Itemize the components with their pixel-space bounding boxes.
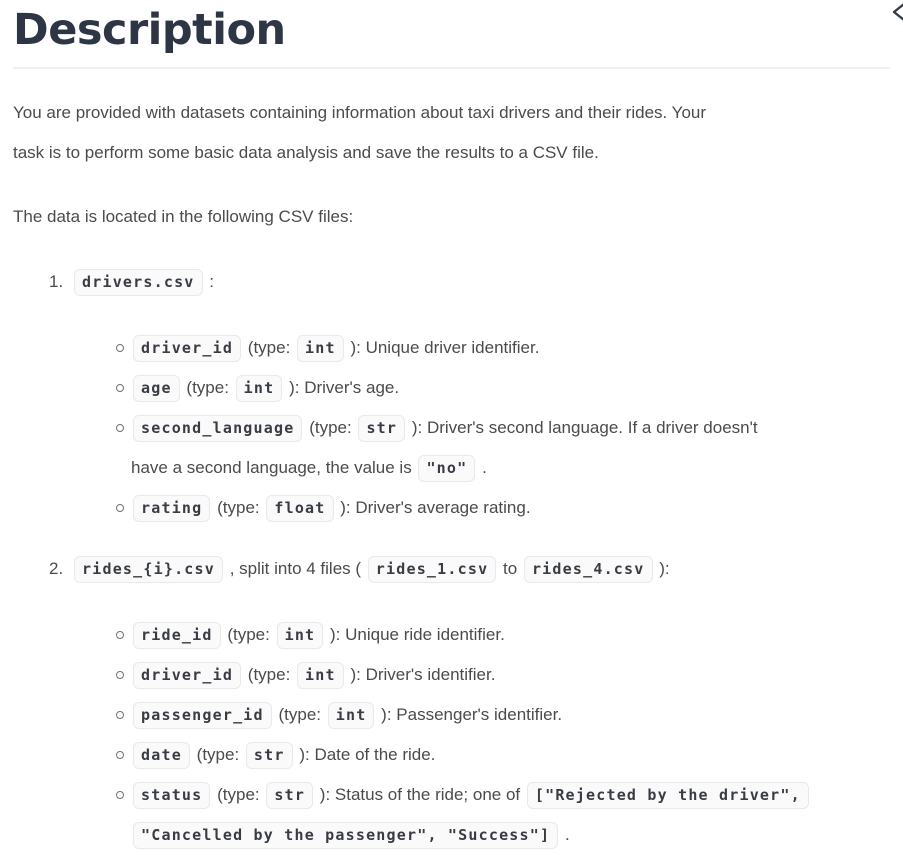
- inline-code: int: [328, 702, 375, 729]
- inline-code: int: [277, 622, 324, 649]
- chevron-left-icon[interactable]: [888, 0, 903, 24]
- field-list: [72, 328, 890, 528]
- field-item: [72, 408, 890, 488]
- bullet-circle-icon: [116, 504, 124, 512]
- divider: [13, 67, 890, 69]
- text-run: .: [560, 825, 570, 844]
- inline-code: ["Rejected by the driver",: [527, 782, 809, 809]
- file-list-item: [13, 549, 890, 855]
- field-item: [72, 488, 890, 528]
- description-panel: [0, 2, 903, 855]
- field-description: [131, 785, 811, 844]
- text-run: to: [498, 559, 522, 578]
- inline-code: rides_1.csv: [368, 556, 497, 583]
- bullet-circle-icon: [116, 424, 124, 432]
- inline-code: rating: [133, 495, 210, 522]
- text-run: (type:: [181, 378, 234, 397]
- field-item: [72, 735, 890, 775]
- file-list: [13, 262, 890, 855]
- inline-code: status: [133, 782, 210, 809]
- inline-code: second_language: [133, 415, 302, 442]
- text-run: ): Driver's second language. If a driver doesn't: [407, 418, 758, 437]
- field-description: [131, 625, 505, 644]
- text-run: ): Status of the ride; one of: [315, 785, 525, 804]
- data-location-paragraph: The data is located in the following CSV files:: [13, 207, 354, 226]
- text-run: task is to perform some basic data analysis and save the results to a CSV file.: [13, 143, 599, 162]
- field-description: [131, 498, 531, 517]
- field-item: [72, 615, 890, 655]
- inline-code: "Cancelled by the passenger", "Success"]: [133, 822, 558, 849]
- bullet-circle-icon: [116, 631, 124, 639]
- field-item: [72, 655, 890, 695]
- field-description: [131, 418, 758, 477]
- inline-code: age: [133, 375, 180, 402]
- inline-code: int: [297, 662, 344, 689]
- field-item: [72, 368, 890, 408]
- text-run: ): Driver's average rating.: [335, 498, 531, 517]
- bullet-circle-icon: [116, 751, 124, 759]
- text-run: , split into 4 files (: [225, 559, 366, 578]
- inline-code: str: [266, 782, 313, 809]
- list-number: 2.: [49, 559, 64, 578]
- inline-code: rides_{i}.csv: [74, 556, 223, 583]
- field-description: [131, 705, 562, 724]
- file-list-item: [13, 262, 890, 528]
- inline-code: int: [297, 335, 344, 362]
- text-run: ): Unique ride identifier.: [325, 625, 505, 644]
- intro-paragraph: [13, 93, 890, 173]
- inline-code: ride_id: [133, 622, 221, 649]
- field-item: [72, 695, 890, 735]
- text-run: ): Driver's identifier.: [345, 665, 496, 684]
- inline-code: rides_4.csv: [524, 556, 653, 583]
- bullet-circle-icon: [116, 791, 124, 799]
- bullet-circle-icon: [116, 344, 124, 352]
- text-run: .: [477, 458, 487, 477]
- text-run: ): Date of the ride.: [294, 745, 436, 764]
- text-run: (type:: [191, 745, 244, 764]
- text-run: (type:: [212, 785, 265, 804]
- field-description: [131, 745, 435, 764]
- bullet-circle-icon: [116, 711, 124, 719]
- file-title: [72, 559, 670, 578]
- text-run: have a second language, the value is: [131, 458, 417, 477]
- field-description: [131, 378, 399, 397]
- inline-code: str: [358, 415, 405, 442]
- text-run: (type:: [243, 665, 296, 684]
- text-run: (type:: [273, 705, 326, 724]
- page-title: Description: [13, 5, 286, 55]
- inline-code: float: [266, 495, 333, 522]
- text-run: (type:: [304, 418, 357, 437]
- text-run: ): Driver's age.: [284, 378, 400, 397]
- text-run: You are provided with datasets containing information about taxi drivers and their rides. Your: [13, 103, 707, 122]
- text-run: :: [204, 272, 214, 291]
- field-item: [72, 775, 890, 855]
- text-run: ): Unique driver identifier.: [345, 338, 540, 357]
- text-run: (type:: [243, 338, 296, 357]
- file-title: [72, 272, 214, 291]
- inline-code: date: [133, 742, 190, 769]
- field-description: [131, 665, 495, 684]
- field-list: [72, 615, 890, 855]
- inline-code: str: [246, 742, 293, 769]
- bullet-circle-icon: [116, 384, 124, 392]
- list-number: 1.: [49, 272, 64, 291]
- field-item: [72, 328, 890, 368]
- bullet-circle-icon: [116, 671, 124, 679]
- inline-code: driver_id: [133, 662, 241, 689]
- text-run: ): Passenger's identifier.: [376, 705, 563, 724]
- inline-code: "no": [418, 455, 475, 482]
- inline-code: int: [236, 375, 283, 402]
- inline-code: driver_id: [133, 335, 241, 362]
- text-run: (type:: [222, 625, 275, 644]
- text-run: ):: [654, 559, 670, 578]
- field-description: [131, 338, 539, 357]
- text-run: (type:: [212, 498, 265, 517]
- inline-code: drivers.csv: [74, 269, 203, 296]
- inline-code: passenger_id: [133, 702, 272, 729]
